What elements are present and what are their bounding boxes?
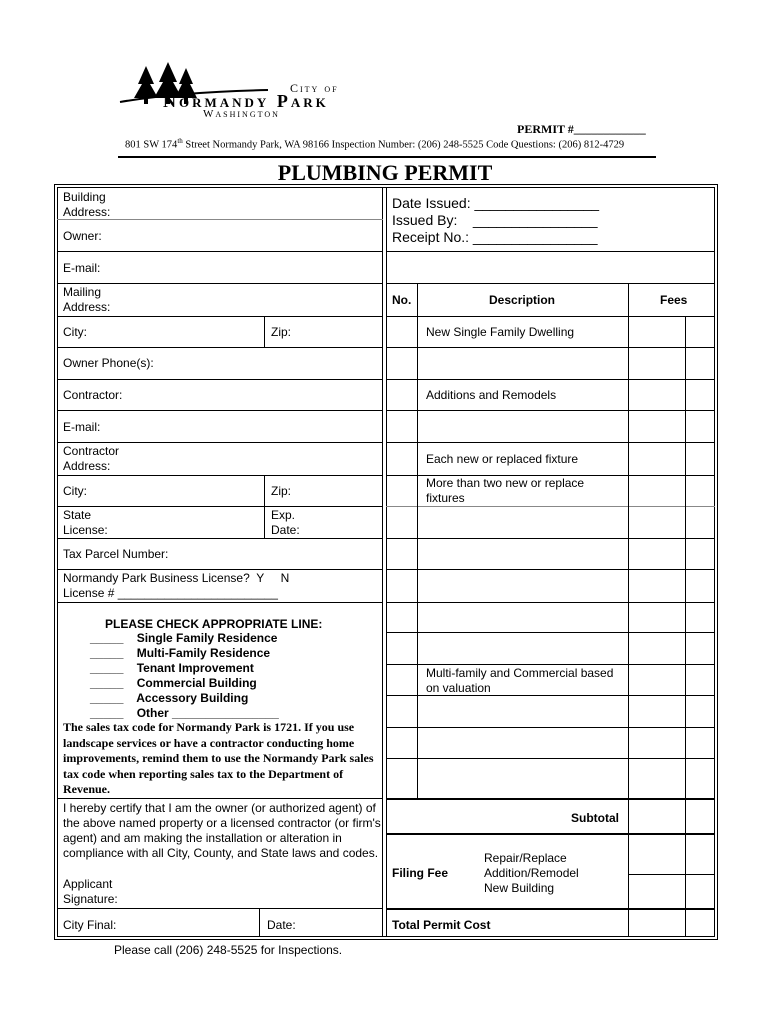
building-address-field[interactable] <box>120 192 378 218</box>
exp-date-label: Exp. Date: <box>271 508 300 537</box>
fee-row-description: New Single Family Dwelling <box>426 325 575 339</box>
contractor-label: Contractor: <box>63 388 123 402</box>
check-item[interactable]: _____ Commercial Building <box>90 676 257 690</box>
col-description: Description <box>489 293 556 307</box>
issued-by: Issued By: ________________ <box>392 212 598 228</box>
city-logo <box>118 62 388 122</box>
fee-row-description: Additions and Remodels <box>426 388 557 402</box>
license-number-label: License # ________________________ <box>63 586 278 600</box>
check-item[interactable]: _____ Tenant Improvement <box>90 661 254 675</box>
permit-number: PERMIT #____________ <box>517 122 646 136</box>
check-item[interactable]: _____ Other ________________ <box>90 706 279 720</box>
logo-city-of: City of <box>290 81 339 95</box>
receipt-no: Receipt No.: ________________ <box>392 229 598 245</box>
contractor-zip-label: Zip: <box>271 484 292 498</box>
applicant-signature-label: Applicant Signature: <box>63 877 118 906</box>
filing-options <box>484 851 579 896</box>
tax-parcel-label: Tax Parcel Number: <box>63 547 169 561</box>
filing-option: Addition/Remodel <box>484 866 579 880</box>
state-license-label: State License: <box>63 508 108 537</box>
city-final-label: City Final: <box>63 918 117 932</box>
contractor-address-label: Contractor Address: <box>63 444 120 473</box>
certify-statement: I hereby certify that I am the owner (or authorized agent) of the above named property or a licensed contractor (or firm's agent) and am making the installation or alteration in compliance with all City, County, and State laws and codes. <box>63 801 381 860</box>
logo-state: Washington <box>203 108 280 120</box>
email-label: E-mail: <box>63 261 101 275</box>
fee-row-description: Each new or replaced fixture <box>426 452 579 466</box>
address-sup: th <box>177 137 183 145</box>
fee-row-description: More than two new or replace fixtures <box>426 476 585 505</box>
total-permit-cost-label: Total Permit Cost <box>392 918 491 932</box>
header-rule <box>118 156 656 158</box>
city-label: City: <box>63 325 87 339</box>
business-license-label: Normandy Park Business License? Y N <box>63 571 290 585</box>
building-address-label: Building Address: <box>63 190 111 219</box>
check-item[interactable]: _____ Accessory Building <box>90 691 249 705</box>
check-heading: PLEASE CHECK APPROPRIATE LINE: <box>105 617 323 631</box>
contractor-city-label: City: <box>63 484 87 498</box>
inspections-note: Please call (206) 248-5525 for Inspections. <box>114 943 343 957</box>
owner-phone-label: Owner Phone(s): <box>63 356 154 370</box>
col-no: No. <box>392 293 412 307</box>
check-list <box>90 631 279 721</box>
address-line <box>125 137 624 151</box>
fee-row-description: Multi-family and Commercial based on valuation <box>426 666 614 695</box>
filing-option: Repair/Replace <box>484 851 567 865</box>
address-part1: 801 SW 174 <box>125 139 178 151</box>
logo-name: Normandy Park <box>163 91 329 111</box>
zip-label: Zip: <box>271 325 292 339</box>
check-item[interactable]: _____ Multi-Family Residence <box>90 646 271 660</box>
col-fees: Fees <box>660 293 688 307</box>
page-title: PLUMBING PERMIT <box>277 160 493 185</box>
check-item[interactable]: _____ Single Family Residence <box>90 631 278 645</box>
date-issued: Date Issued: ________________ <box>392 195 600 211</box>
filing-option: New Building <box>484 881 555 895</box>
filing-fee-label: Filing Fee <box>392 866 449 880</box>
date-label: Date: <box>267 918 296 932</box>
contractor-email-label: E-mail: <box>63 420 101 434</box>
mailing-address-label: Mailing Address: <box>63 285 111 314</box>
subtotal-label: Subtotal <box>571 811 619 825</box>
owner-label: Owner: <box>63 229 102 243</box>
address-part2: Street Normandy Park, WA 98166 Inspection Number: (206) 248-5525 Code Questions: (206) 812-4729 <box>182 139 625 151</box>
tax-note: The sales tax code for Normandy Park is 1721. If you use landscape services or have a contractor conducting home improvements, remind them to use the Normandy Park sales tax code when reporting sales tax to the Department of Revenue. <box>63 720 374 796</box>
